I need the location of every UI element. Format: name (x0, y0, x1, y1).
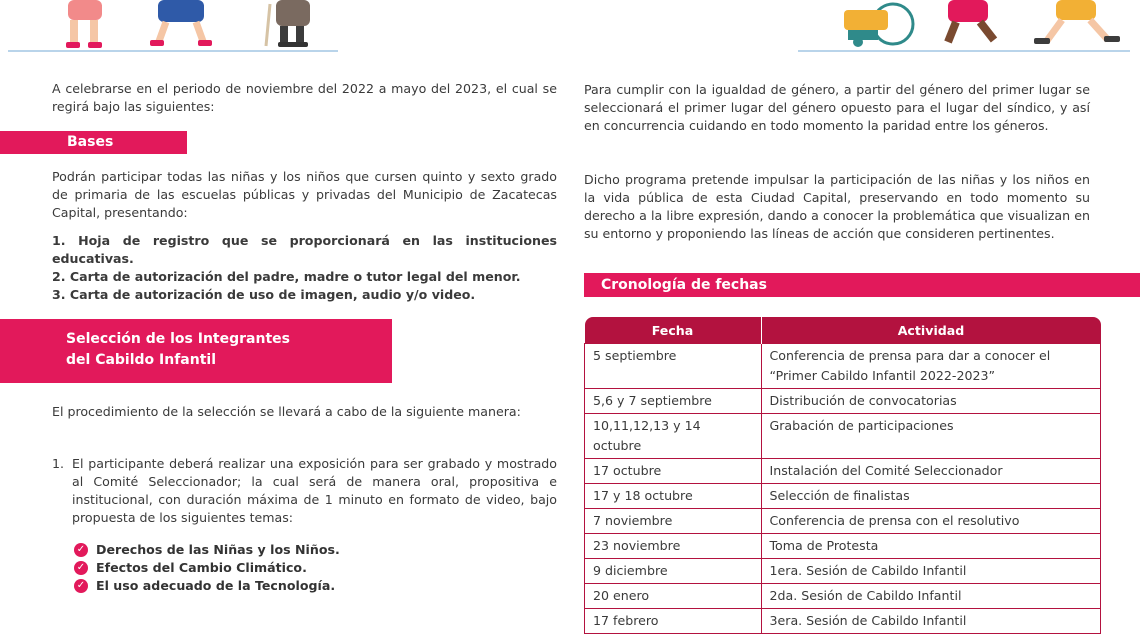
bases-heading-bar (0, 131, 187, 154)
table-row (585, 609, 1101, 634)
children-illustration-left (8, 0, 338, 52)
crono-heading-bar (584, 273, 1140, 297)
table-row (585, 414, 1101, 459)
table-row (585, 584, 1101, 609)
schedule-table (584, 317, 1101, 634)
table-row (585, 389, 1101, 414)
requirement-item: 2. Carta de autorización del padre, madre o tutor legal del menor. (52, 269, 521, 284)
fecha-cell: 10,11,12,13 y 14 octubre (585, 414, 762, 459)
topic-item: ✓ El uso adecuado de la Tecnología. (74, 577, 544, 595)
seleccion-heading-line1: Selección de los Integrantes (66, 331, 290, 347)
seleccion-heading-line2: del Cabildo Infantil (66, 352, 217, 368)
fecha-column-header: Fecha (585, 317, 762, 344)
table-row (585, 484, 1101, 509)
bases-paragraph: Podrán participar todas las niñas y los niños que cursen quinto y sexto grado de primaria de las escuelas públicas y privadas del Municipio de Zacatecas Capital, presentando: (52, 169, 557, 220)
step-text: El participante deberá realizar una exposición para ser grabado y mostrado al Comité Seleccionador; la cual será de manera oral, propositiva e institucional, con duración máxima de 1 minuto en formato de video, bajo propuesta de los siguientes temas: (72, 456, 557, 525)
topic-item: ✓ Derechos de las Niñas y los Niños. (74, 541, 544, 559)
program-paragraph: Dicho programa pretende impulsar la participación de las niñas y los niños en la vida pública de esta Ciudad Capital, preservando en todo momento su derecho a la libre expresión, dando a conocer la problemática que visualizan en su entorno y proponiendo las líneas de acción que consideren pertinentes. (584, 172, 1090, 241)
actividad-cell: 1era. Sesión de Cabildo Infantil (761, 559, 1101, 584)
check-icon: ✓ (74, 561, 88, 575)
topics-list (74, 541, 544, 595)
fecha-cell: 5,6 y 7 septiembre (585, 389, 762, 414)
actividad-cell: Conferencia de prensa con el resolutivo (761, 509, 1101, 534)
fecha-cell: 5 septiembre (585, 344, 762, 389)
table-header-row (585, 317, 1101, 344)
seleccion-heading-bar (0, 319, 392, 383)
requirements-list (52, 232, 557, 304)
step-number: 1. (52, 456, 65, 471)
bases-heading: Bases (67, 134, 114, 150)
crono-heading: Cronología de fechas (601, 277, 767, 293)
actividad-cell: 3era. Sesión de Cabildo Infantil (761, 609, 1101, 634)
children-illustration-right (798, 0, 1130, 52)
fecha-cell: 17 octubre (585, 459, 762, 484)
requirement-item: 1. Hoja de registro que se proporcionará en las instituciones educativas. (52, 233, 557, 266)
actividad-cell: Grabación de participaciones (761, 414, 1101, 459)
actividad-cell: Instalación del Comité Seleccionador (761, 459, 1101, 484)
table-row (585, 509, 1101, 534)
seleccion-paragraph: El procedimiento de la selección se llevará a cabo de la siguiente manera: (52, 404, 521, 419)
table-row (585, 559, 1101, 584)
actividad-cell: 2da. Sesión de Cabildo Infantil (761, 584, 1101, 609)
fecha-cell: 23 noviembre (585, 534, 762, 559)
fecha-cell: 17 febrero (585, 609, 762, 634)
actividad-cell: Selección de finalistas (761, 484, 1101, 509)
actividad-cell: Distribución de convocatorias (761, 389, 1101, 414)
table-row (585, 459, 1101, 484)
table-row (585, 534, 1101, 559)
fecha-cell: 7 noviembre (585, 509, 762, 534)
topic-item: ✓ Efectos del Cambio Climático. (74, 559, 544, 577)
fecha-cell: 9 diciembre (585, 559, 762, 584)
intro-paragraph: A celebrarse en el periodo de noviembre del 2022 a mayo del 2023, el cual se regirá bajo las siguientes: (52, 81, 557, 114)
actividad-column-header: Actividad (761, 317, 1101, 344)
fecha-cell: 20 enero (585, 584, 762, 609)
fecha-cell: 17 y 18 octubre (585, 484, 762, 509)
actividad-cell: Conferencia de prensa para dar a conocer el “Primer Cabildo Infantil 2022-2023” (761, 344, 1101, 389)
requirement-item: 3. Carta de autorización de uso de imagen, audio y/o video. (52, 287, 476, 302)
table-row (585, 344, 1101, 389)
check-icon: ✓ (74, 579, 88, 593)
check-icon: ✓ (74, 543, 88, 557)
gender-paragraph: Para cumplir con la igualdad de género, a partir del género del primer lugar se seleccionará el primer lugar del género opuesto para el lugar del síndico, y así en concurrencia cuidando en todo momento la paridad entre los géneros. (584, 82, 1090, 133)
actividad-cell: Toma de Protesta (761, 534, 1101, 559)
